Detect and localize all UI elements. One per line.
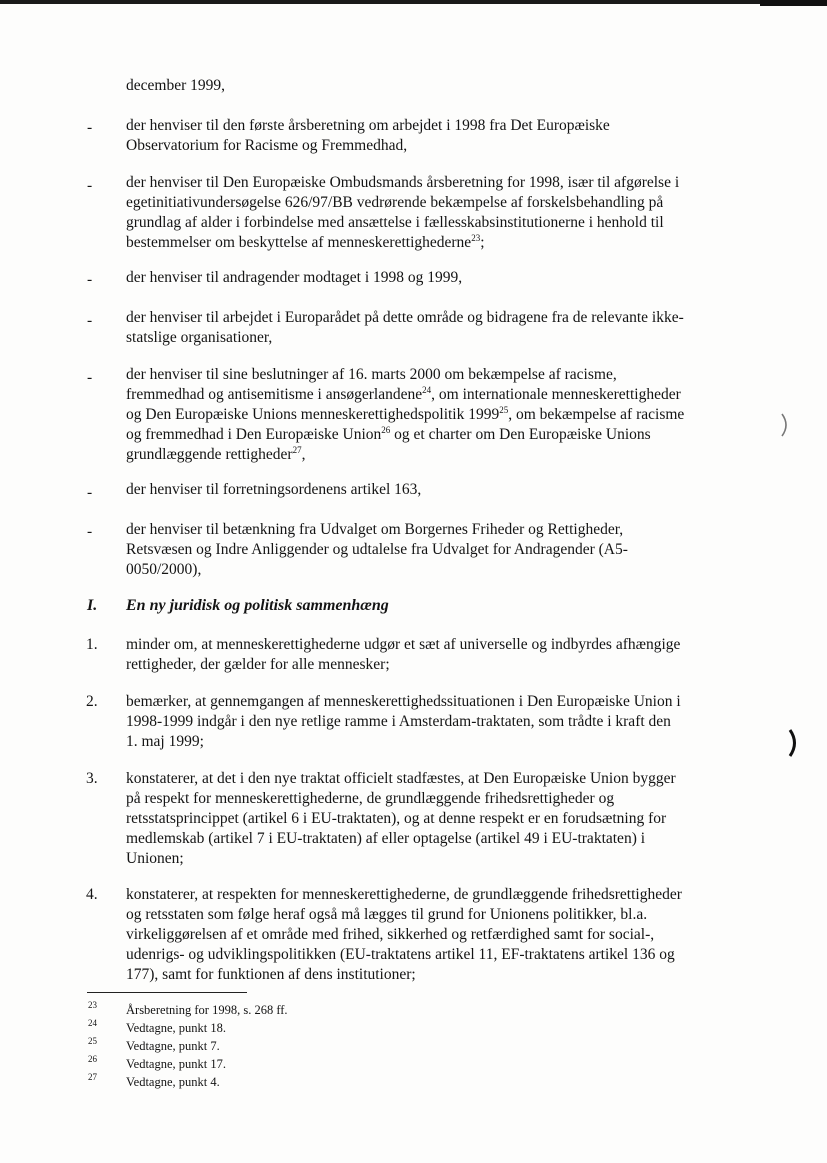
paragraph-line: på respekt for menneskerettighederne, de grundlæggende frihedsrettigheder og (126, 790, 615, 807)
paragraph-line: medlemskab (artikel 7 i EU-traktaten) af eller optagelse (artikel 49 i EU-traktaten) i (126, 830, 646, 847)
paragraph-line: 1998-1999 indgår i den nye retlige ramme i Amsterdam-traktaten, som trådte i kraft den (126, 713, 671, 730)
paragraph-line: Unionen; (126, 850, 184, 867)
bullet-line-with-footnote (126, 445, 305, 465)
paragraph-line: bemærker, at gennemgangen af menneskerettighedssituationen i Den Europæiske Union i (126, 693, 681, 710)
bullet-line-text: fremmedhad og antisemitisme i ansøgerlandene (126, 386, 423, 403)
footnote-number: 24 (88, 1018, 97, 1028)
bullet-line-with-footnote (126, 385, 681, 405)
paragraph-line: virkeliggørelsen af et område med frihed, sikkerhed og retfærdighed samt for social-, (126, 926, 655, 943)
bullet-line: der henviser til Den Europæiske Ombudsmands årsberetning for 1998, især til afgørelse i (126, 174, 680, 191)
bullet-line-text: bestemmelser om beskyttelse af menneskerettighederne (126, 234, 472, 251)
bullet-line-text: og fremmedhad i Den Europæiske Union (126, 426, 382, 443)
section-number: I. (87, 597, 98, 614)
paragraph-line: 177), samt for funktionen af dens institutioner; (126, 966, 416, 983)
bullet-line: Observatorium for Racisme og Fremmedhad, (126, 137, 408, 154)
bullet-line-tail: ; (480, 234, 485, 251)
scan-top-edge (0, 0, 827, 4)
footnote-text: Vedtagne, punkt 18. (126, 1021, 226, 1035)
footnote-number: 26 (88, 1054, 97, 1064)
bullet-marker: - (87, 271, 93, 288)
bullet-line: statslige organisationer, (126, 329, 273, 346)
bullet-marker: - (87, 177, 93, 194)
bullet-line: der henviser til betænkning fra Udvalget om Borgernes Friheder og Rettigheder, (126, 521, 624, 538)
scan-top-edge-mark (760, 0, 827, 6)
scan-bracket-mark (786, 728, 802, 758)
bullet-line-text: og Den Europæiske Unions menneskerettighedspolitik 1999 (126, 406, 500, 423)
paragraph-number: 1. (86, 636, 98, 653)
paragraph-number: 2. (86, 693, 98, 710)
paragraph-line: og retsstaten som følge heraf også må lægges til grund for Unionens politikker, bl.a. (126, 906, 648, 923)
bullet-marker: - (87, 312, 93, 329)
bullet-line-text: , om bekæmpelse af racisme (508, 406, 685, 423)
footnote-separator (87, 992, 247, 993)
footnote-ref: 24 (422, 385, 432, 395)
bullet-line: der henviser til arbejdet i Europarådet på dette område og bidragene fra de relevante ikke- (126, 309, 684, 326)
bullet-line: Retsvæsen og Indre Anliggender og udtalelse fra Udvalget for Andragender (A5- (126, 541, 628, 558)
footnote-ref: 27 (292, 445, 302, 455)
intro-line: december 1999, (126, 77, 225, 94)
bullet-line: der henviser til sine beslutninger af 16. marts 2000 om bekæmpelse af racisme, (126, 366, 617, 383)
bullet-marker: - (87, 369, 93, 386)
paragraph-line: konstaterer, at respekten for menneskerettighederne, de grundlæggende frihedsrettigheder (126, 886, 682, 903)
bullet-line: grundlag af alder i forbindelse med ansættelse i fællesskabsinstitutionerne i henhold til (126, 214, 664, 231)
bullet-line: der henviser til forretningsordenens artikel 163, (126, 481, 422, 498)
bullet-line-text: , om internationale menneskerettigheder (431, 386, 681, 403)
paragraph-line: 1. maj 1999; (126, 733, 204, 750)
footnote-text: Vedtagne, punkt 7. (126, 1039, 220, 1053)
footnote-ref: 26 (381, 425, 391, 435)
bullet-marker: - (87, 523, 93, 540)
paragraph-line: minder om, at menneskerettighederne udgør et sæt af universelle og indbyrdes afhængige (126, 636, 681, 653)
bullet-line: egetinitiativundersøgelse 626/97/BB vedrørende bekæmpelse af forskelsbehandling på (126, 194, 664, 211)
paragraph-number: 3. (86, 770, 98, 787)
bullet-line: der henviser til andragender modtaget i 1998 og 1999, (126, 269, 463, 286)
bullet-marker: - (87, 484, 93, 501)
section-title: En ny juridisk og politisk sammenhæng (126, 597, 389, 614)
footnote-number: 25 (88, 1036, 97, 1046)
bullet-line: der henviser til den første årsberetning om arbejdet i 1998 fra Det Europæiske (126, 117, 610, 134)
scan-bracket-mark (778, 412, 794, 438)
paragraph-line: retsstatsprincippet (artikel 6 i EU-traktaten), og at denne respekt er en forudsætning for (126, 810, 667, 827)
footnote-text: Vedtagne, punkt 17. (126, 1057, 226, 1071)
bullet-line-with-footnote (126, 405, 684, 425)
bullet-line-with-footnote (126, 425, 651, 445)
bullet-line: 0050/2000), (126, 561, 202, 578)
footnote-text: Vedtagne, punkt 4. (126, 1075, 220, 1089)
footnote-ref: 23 (471, 233, 481, 243)
footnote-text: Årsberetning for 1998, s. 268 ff. (126, 1003, 288, 1017)
footnote-number: 27 (88, 1072, 97, 1082)
paragraph-line: rettigheder, der gælder for alle mennesker; (126, 656, 390, 673)
bullet-line-text: , (301, 446, 306, 463)
bullet-marker: - (87, 119, 93, 136)
bullet-line-text: og et charter om Den Europæiske Unions (390, 426, 651, 443)
bullet-line-text: grundlæggende rettigheder (126, 446, 293, 463)
footnote-number: 23 (88, 1000, 97, 1010)
footnote-ref: 25 (499, 405, 509, 415)
bullet-line-with-footnote (126, 233, 485, 253)
paragraph-line: konstaterer, at det i den nye traktat officielt stadfæstes, at Den Europæiske Union bygger (126, 770, 676, 787)
paragraph-line: udenrigs- og udviklingspolitikken (EU-traktatens artikel 11, EF-traktatens artikel 136 og (126, 946, 675, 963)
paragraph-number: 4. (86, 886, 98, 903)
